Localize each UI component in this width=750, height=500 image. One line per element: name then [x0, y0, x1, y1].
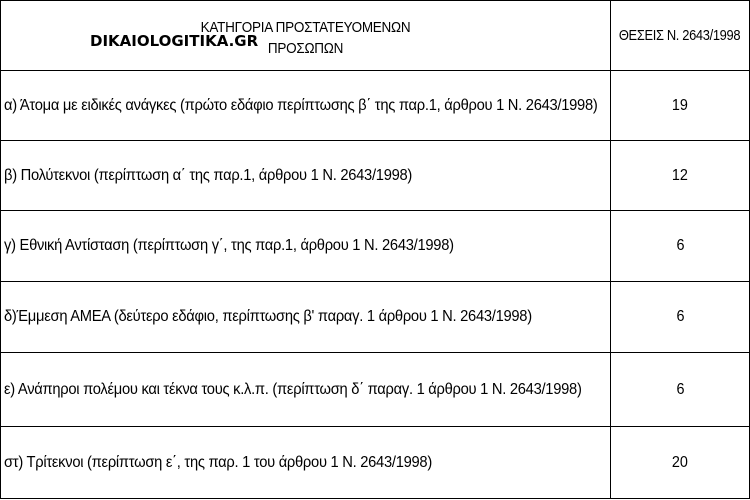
category-cell — [1, 141, 611, 211]
category-text: στ) Τρίτεκνοι (περίπτωση ε΄, της παρ. 1 του άρθρου 1 Ν. 2643/1998) — [4, 453, 432, 471]
header-positions-text: ΘΕΣΕΙΣ Ν. 2643/1998 — [619, 27, 741, 44]
table-row — [1, 141, 750, 211]
table-row — [1, 353, 750, 427]
category-cell — [1, 71, 611, 141]
table-row — [1, 282, 750, 353]
positions-cell — [611, 282, 750, 353]
category-text: α) Άτομα με ειδικές ανάγκες (πρώτο εδάφιο περίπτωσης β΄ της παρ.1, άρθρου 1 Ν. 2643/1998) — [4, 96, 598, 114]
category-cell — [1, 282, 611, 353]
table-row — [1, 427, 750, 499]
category-cell — [1, 353, 611, 427]
watermark-text: DIKAIOLOGITIKA.GR — [90, 32, 259, 50]
category-text: ε) Ανάπηροι πολέμου και τέκνα τους κ.λ.π. (περίπτωση δ΄ παραγ. 1 άρθρου 1 Ν. 2643/1998) — [4, 380, 582, 398]
table-header-row — [1, 1, 750, 71]
positions-cell — [611, 141, 750, 211]
positions-cell — [611, 211, 750, 282]
positions-value: 12 — [671, 166, 689, 184]
header-category-cell — [1, 1, 611, 71]
positions-cell — [611, 71, 750, 141]
category-text: β) Πολύτεκνοι (περίπτωση α΄ της παρ.1, άρθρου 1 Ν. 2643/1998) — [4, 166, 413, 184]
category-text: γ) Εθνική Αντίσταση (περίπτωση γ΄, της παρ.1, άρθρου 1 Ν. 2643/1998) — [4, 237, 454, 254]
header-positions-cell — [611, 1, 750, 71]
positions-cell — [611, 353, 750, 427]
table-row — [1, 211, 750, 282]
positions-value: 6 — [675, 237, 685, 254]
category-cell — [1, 427, 611, 499]
positions-cell — [611, 427, 750, 499]
header-category-line1: ΚΑΤΗΓΟΡΙΑ ΠΡΟΣΤΑΤΕΥΟΜΕΝΩΝ — [200, 18, 411, 36]
positions-value: 6 — [675, 380, 685, 398]
category-cell — [1, 211, 611, 282]
header-category-line2: ΠΡΟΣΩΠΩΝ — [267, 39, 344, 57]
positions-value: 6 — [675, 308, 685, 325]
category-text: δ)Έμμεση ΑΜΕΑ (δεύτερο εδάφιο, περίπτωσης β' παραγ. 1 άρθρου 1 Ν. 2643/1998) — [4, 308, 532, 325]
positions-value: 20 — [671, 453, 689, 471]
table-row — [1, 71, 750, 141]
positions-value: 19 — [671, 96, 689, 114]
